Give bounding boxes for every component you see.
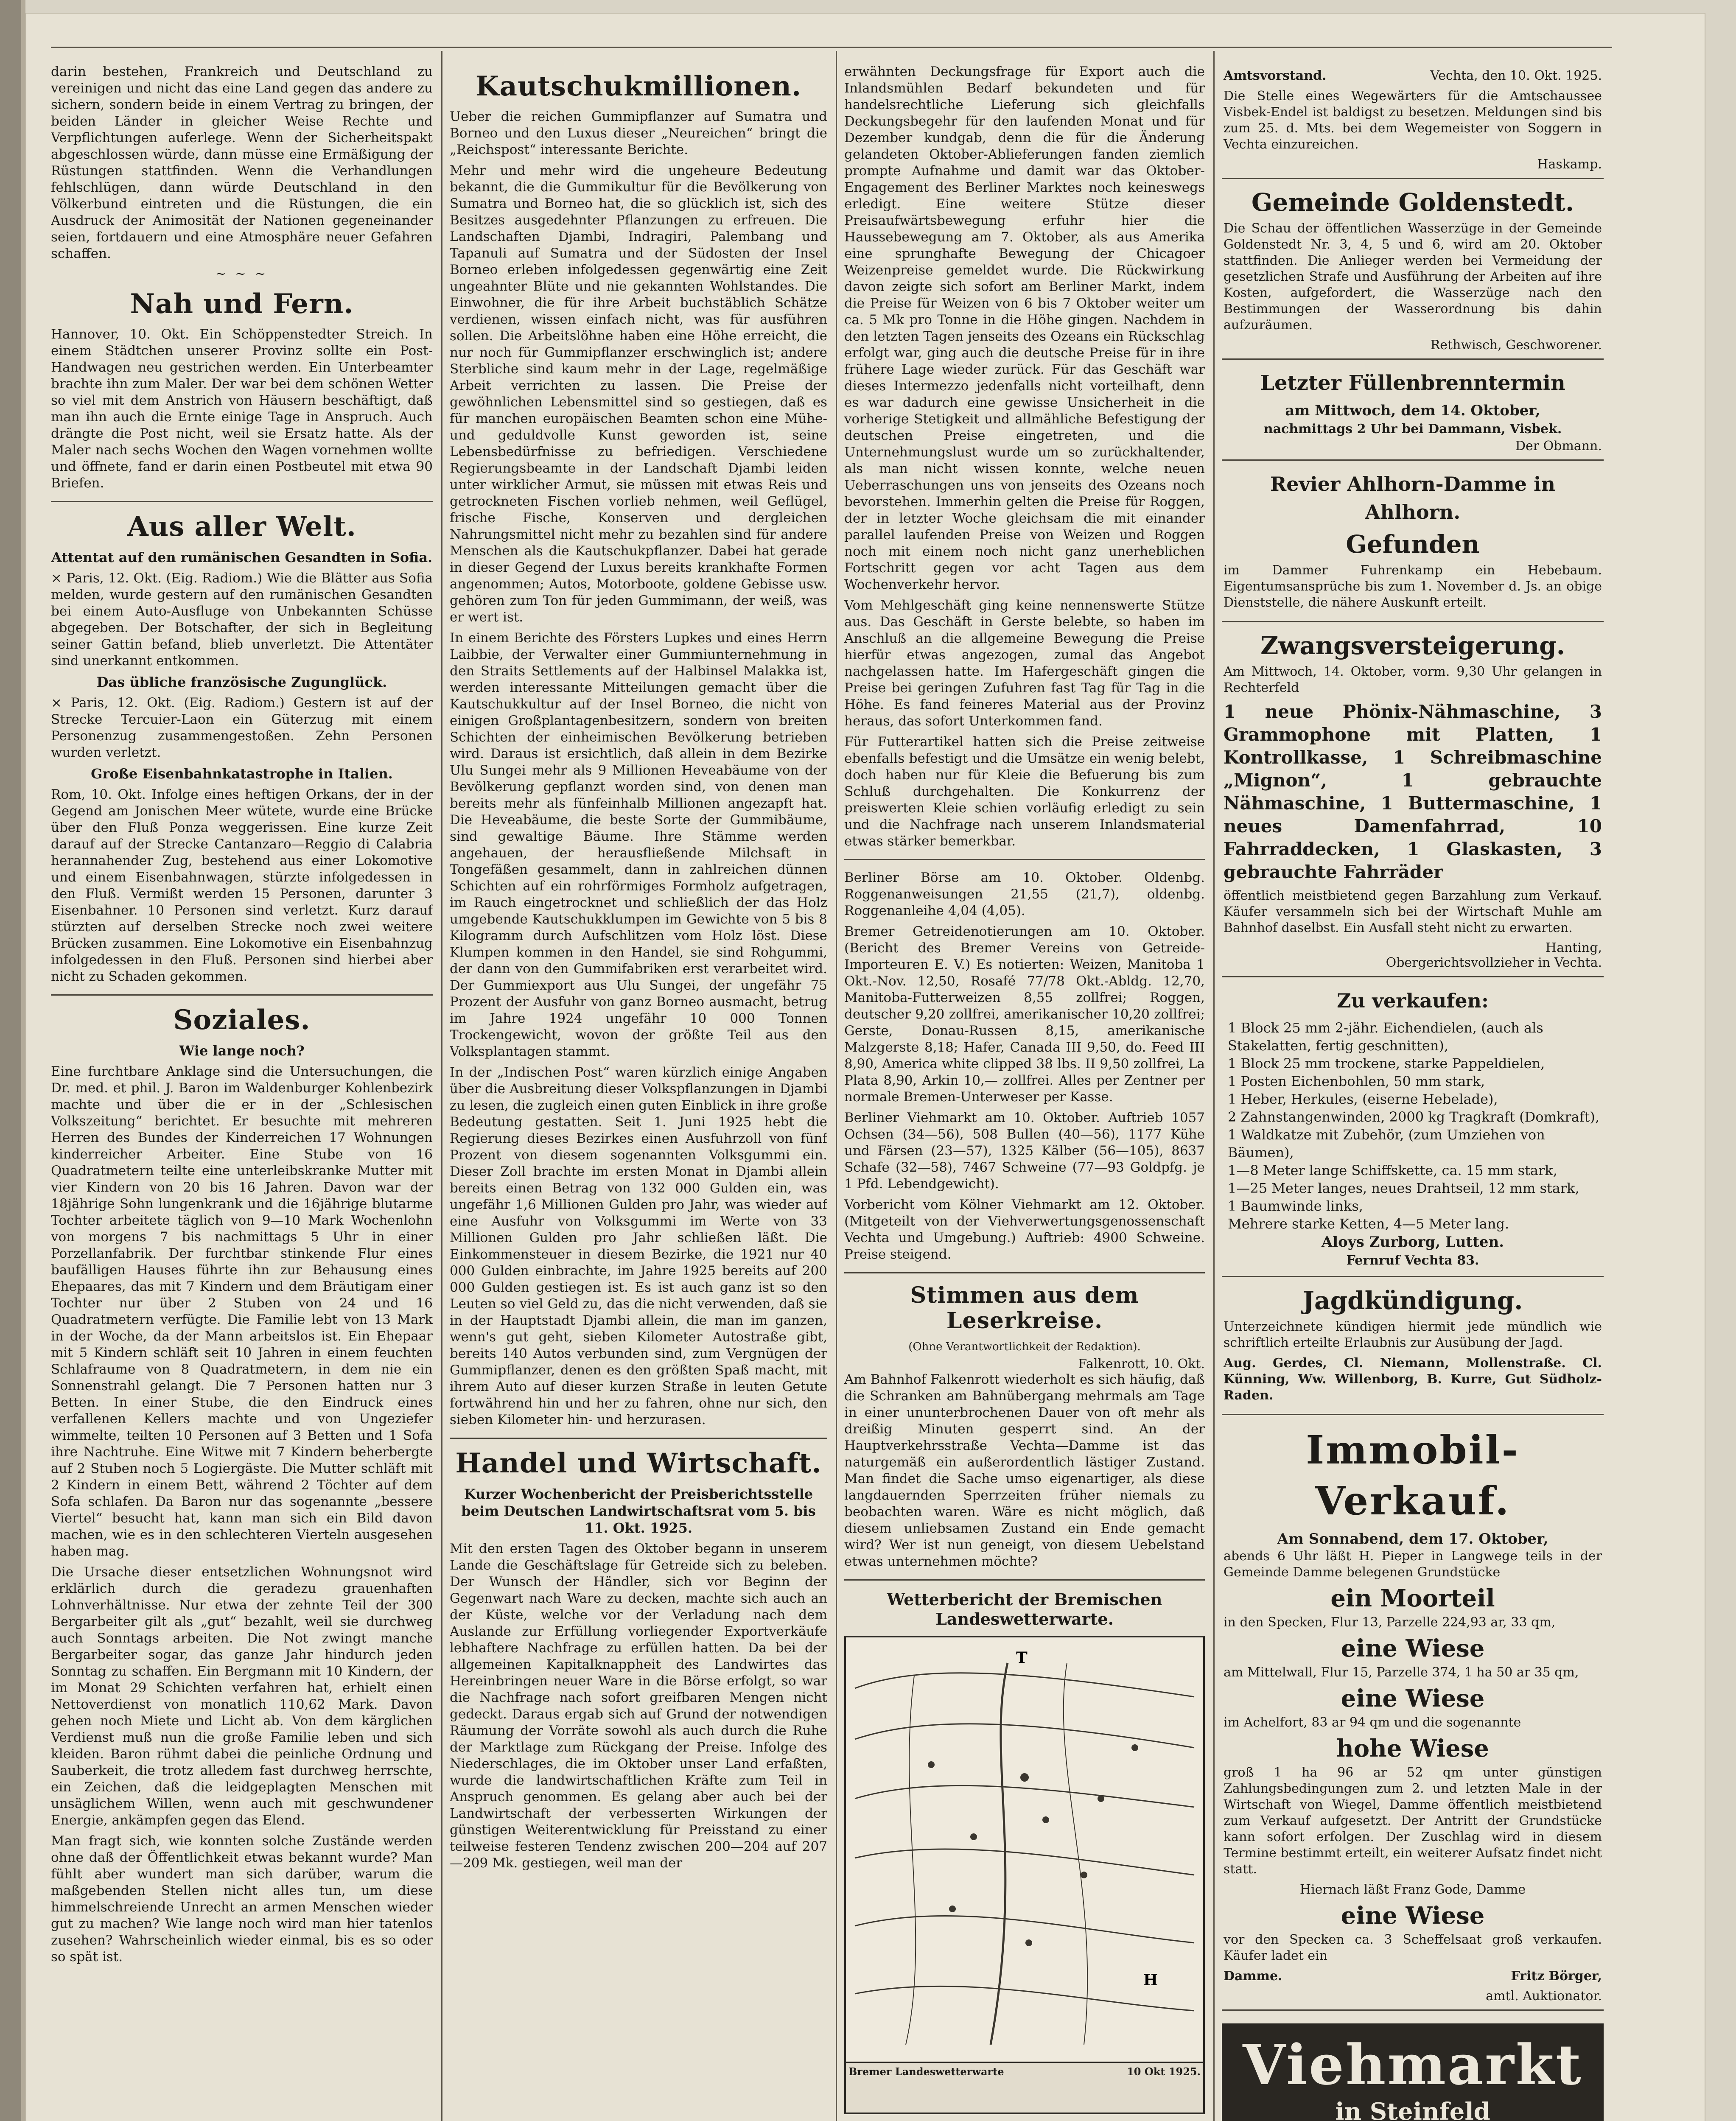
divider xyxy=(51,994,433,996)
divider xyxy=(51,501,433,502)
divider xyxy=(450,1438,827,1439)
ad-amtsvorstand xyxy=(1222,64,1604,179)
section-title-nah-und-fern: Nah und Fern. xyxy=(130,288,354,320)
ad-text: öffentlich meistbietend gegen Barzahlung zum Verkauf. Käufer versammeln sich bei der Wirtschaft Muhle am Bahnhof daselbst. Ein Ausfall steht nicht zu erwarten. xyxy=(1224,888,1602,935)
article-headline: Wie lange noch? xyxy=(179,1043,305,1059)
ad-property: eine Wiese xyxy=(1341,1902,1485,1930)
weather-map-drawing xyxy=(846,1637,1203,2057)
article-headline: Kurzer Wochenbericht der Preisberichtsstelle beim Deutschen Landwirtschaftsrat vom 5. bis 11. Okt. 1925. xyxy=(461,1486,816,1536)
ad-text: im Achelfort, 83 ar 94 qm und die sogenannte xyxy=(1224,1715,1521,1730)
ad-signature: Obergerichtsvollzieher in Vechta. xyxy=(1386,955,1602,970)
market-report: Berliner Börse am 10. Oktober. Oldenbg. Roggenanweisungen 21,55 (21,7), oldenbg. Roggenanleihe 4,04 (4,05). xyxy=(844,870,1205,918)
top-rule xyxy=(51,47,1612,48)
ad-title: Gefunden xyxy=(1346,530,1480,559)
column-3 xyxy=(844,64,1205,2121)
ad-title: Revier Ahlhorn-Damme in Ahlhorn. xyxy=(1270,473,1555,523)
weather-map xyxy=(844,1636,1205,2114)
list-item: Mehrere starke Ketten, 4—5 Meter lang. xyxy=(1228,1216,1509,1232)
ad-date: am Mittwoch, dem 14. Oktober, xyxy=(1285,402,1540,419)
ad-text: Die Stelle eines Wegewärters für die Amtschaussee Visbek-Endel ist baldigst zu besetzen. Meldungen sind bis zum 25. d. Mts. bei dem Wegemeister von Soggern in Vechta einzureichen. xyxy=(1224,89,1602,152)
article-text: Hannover, 10. Okt. Ein Schöppenstedter Streich. In einem Städtchen unserer Provinz sollte ein Post-Handwagen neu gestrichen werden. Ein Unterbeamter brachte ihn zum Maler. Der war bei dem schönen Wetter so viel mit dem Anstrich von Häusern beschäftigt, daß man ihn auch die Ernte einige Tage in Anspruch. Auch drängte die Post nicht, weil sie Ersatz hatte. Als der Maler nach sechs Wochen den Wagen vornehmen wollte und öffnete, fand er darin einen Postbeutel mit etwa 90 Briefen. xyxy=(51,327,433,491)
ad-item-list xyxy=(1224,1019,1602,1233)
column-rule xyxy=(441,51,442,2121)
ad-signature: Der Obmann. xyxy=(1515,439,1602,453)
ad-text: in den Specken, Flur 13, Parzelle 224,93 ar, 33 qm, xyxy=(1224,1615,1556,1630)
ad-immobil-verkauf xyxy=(1222,1418,1604,2011)
column-2 xyxy=(450,64,827,2121)
ad-dateline: Vechta, den 10. Okt. 1925. xyxy=(1430,68,1602,83)
ad-revier-gefunden xyxy=(1222,463,1604,622)
list-item: 1 Block 25 mm 2-jähr. Eichendielen, (auch als Stakelatten, fertig geschnitten), xyxy=(1228,1020,1543,1054)
ad-text: Die Schau der öffentlichen Wasserzüge in der Gemeinde Goldenstedt Nr. 3, 4, 5 und 6, wird am 20. Oktober stattfinden. Die Anlieger werden bei Vermeidung der gesetzlichen Strafe und Ausführung der Arbeiten auf ihre Kosten, aufgefordert, die Wasserzüge nach den Bestimmungen der Wasserordnung bis dahin aufzuräumen. xyxy=(1224,221,1602,333)
market-report: Vorbericht vom Kölner Viehmarkt am 12. Oktober. (Mitgeteilt von der Viehverwertungsgenossenschaft Vechta und Umgebung.) Auftrieb: 4900 Schweine. Preise steigend. xyxy=(844,1197,1205,1262)
column-rule xyxy=(836,51,837,2121)
article-text: Für Futterartikel hatten sich die Preise zeitweise ebenfalls befestigt und die Umsätze ein wenig belebt, doch haben nur für Kleie die Befuerung bis zum Schluß durchgehalten. Die Konkurrenz der preiswerten Kleie schien vorläufig erledigt zu sein und die Nachfrage nach unserem Inlandsmaterial etwas stärker bemerkbar. xyxy=(844,734,1205,849)
ad-text: am Mittelwall, Flur 15, Parzelle 374, 1 ha 50 ar 35 qm, xyxy=(1224,1665,1579,1680)
market-report: Bremer Getreidenotierungen am 10. Oktober. (Bericht des Bremer Vereins von Getreide-Importeuren E. V.) Es notierten: Weizen, Manitoba 1 Okt.-Nov. 12,50, Rosafé 77/78 Okt.-Abldg. 12,70, Manitoba-Futterweizen 8,55 zollfrei; Roggen, deutscher 9,20 zollfrei, amerikanischer 10,20 zollfrei; Gerste, Donau-Russen 8,15, amerikanische Malzgerste 8,18; Hafer, Canada III 9,50, do. Feed III 8,90, America white clipped 38 lbs. II 9,50 zollfrei, La Plata 8,90, Arkin 10,— zollfrei. Alles per Zentner per normale Bremen-Unterweser per Kasse. xyxy=(844,924,1205,1105)
ad-property: eine Wiese xyxy=(1341,1634,1485,1662)
ad-heading: Amtsvorstand. xyxy=(1224,68,1327,83)
list-item: 1 Waldkatze mit Zubehör, (zum Umziehen von Bäumen), xyxy=(1228,1127,1545,1161)
ad-zu-verkaufen xyxy=(1222,980,1604,1277)
ad-signature: Rethwisch, Geschworener. xyxy=(1430,338,1602,353)
ad-gemeinde-goldenstedt xyxy=(1222,182,1604,360)
ad-signature: Fritz Börger, xyxy=(1511,1969,1602,1984)
map-label-tief: T xyxy=(1016,1649,1028,1667)
ad-time: nachmittags 2 Uhr bei Dammann, Visbek. xyxy=(1263,422,1562,437)
divider: ~ ~ ~ xyxy=(215,266,269,281)
article-text: Eine furchtbare Anklage sind die Untersuchungen, die Dr. med. et phil. J. Baron im Waldenburger Kohlenbezirk machte und über die er in der „Schlesischen Volkszeitung“ berichtet. Er besuchte mit mehreren Herren des Bundes der Kinderreichen 17 Wohnungen kinderreicher Arbeiter. Eine Stube von 16 Quadratmetern teilte eine unterleibskranke Mutter mit vier Kindern von 20 bis 16 Jahren. Davon war der 18jährige Sohn lungenkrank und die 16jährige blutarme Tochter arbeitete täglich von 9—10 Mark Wochenlohn von morgens 7 bis nachmittags 5 Uhr in einer Porzellanfabrik. Der furchtbar stinkende Flur eines baufälligen Hauses führte ihn zur Behausung eines Ehepaares, das mit 7 Kindern und dem Bräutigam einer Tochter nur über 2 Stuben von 24 und 16 Quadratmetern verfügte. Die Familie lebt von 13 Mark in der Woche, da der Mann arbeitslos ist. Ein Ehepaar mit 5 Kindern schläft seit 10 Jahren in einem feuchten Schlafraume von 8 Quadratmetern, in dem nie ein Sonnenstrahl gelangt. Die 7 Personen hatten nur 3 Betten. In einer Stube, die den Eindruck eines verfallenen Kellers machte und von Ungeziefer wimmelte, teilten 10 Personen auf 3 Betten und 1 Sofa ihre Nachtruhe. Eine Witwe mit 7 Kindern beherbergte auf 2 Stuben noch 5 Logiergäste. Die Mutter schläft mit 2 Kindern in einem Bett, während 2 Töchter auf dem Sofa schlafen. Da Baron nur das sogenannte „bessere Viertel“ besucht hat, kann man sich ein Bild davon machen, wie es in den schlechteren Vierteln ausgesehen haben mag. xyxy=(51,1064,433,1559)
article-text: Ueber die reichen Gummipflanzer auf Sumatra und Borneo und den Luxus dieser „Neureichen“ bringt die „Reichspost“ interessante Berichte. xyxy=(450,109,827,157)
map-label-hoch: H xyxy=(1143,1971,1158,1989)
article-intro: darin bestehen, Frankreich und Deutschland zu vereinigen und nicht das eine Land gegen das andere zu sichern, sondern beide in einem Vertrag zu bringen, der beiden Länder in gleicher Weise Rechte und Verpflichtungen auferlege. Wenn der Sicherheitspakt abgeschlossen würde, dann müsse eine Ermäßigung der Rüstungen stattfinden. Wenn die Verhandlungen fehlschlügen, dann würde Deutschland in den Völkerbund eintreten und die Rüstungen, die ein Ausdruck der Animosität der Nationen gegeneinander seien, fortdauern und eine Atmosphäre neuer Gefahren schaffen. xyxy=(51,64,433,261)
article-text: Rom, 10. Okt. Infolge eines heftigen Orkans, der in der Gegend am Jonischen Meer wütete, wurde eine Brücke über den Fluß Ponza weggerissen. Eine kurze Zeit darauf auf der Strecke Cantanzaro—Reggio di Calabria herannahender Zug, bestehend aus einer Lokomotive und einem Eisenbahnwagen, stürzte infolgedessen in den Fluß. Vermißt werden 15 Personen, darunter 3 Eisenbahner. 10 Personen sind verletzt. Kurz darauf stürzten auf derselben Strecke noch zwei weitere Brücken zusammen. Eine Lokomotive ein Eisenbahnzug infolgedessen in den Fluß. Personen sind hierbei aber nicht zu Schaden gekommen. xyxy=(51,787,433,984)
ad-signature: Aloys Zurborg, Lutten. xyxy=(1321,1234,1504,1251)
ad-title: Jagdkündigung. xyxy=(1302,1286,1523,1315)
article-text: × Paris, 12. Okt. (Eig. Radiom.) Wie die Blätter aus Sofia melden, wurde gestern auf den rumänischen Gesandten bei einem Auto-Ausfluge von Unbekannten Schüsse abgegeben. Der Botschafter, der sich in Begleitung seiner Gattin befand, blieb unverletzt. Die Attentäter sind unerkannt entkommen. xyxy=(51,571,433,669)
ad-jagdkuendigung xyxy=(1222,1280,1604,1415)
article-text: erwähnten Deckungsfrage für Export auch die Inlandsmühlen Bedarf bekundeten und für handelsrechtliche Lieferung sich gleichfalls Deckungsbegehr für den laufenden Monat und für Dezember kundgab, denn die für die Änderung gelandeten Oktober-Ablieferungen fanden ziemlich prompte Aufnahme und damit war das Oktober-Engagement des Berliner Marktes noch keineswegs erledigt. Eine weitere Stütze dieser Preisaufwärtsbewegung erfuhr hier die Haussebewegung am 7. Oktober, als aus Amerika eine sprunghafte Bewegung der Chicagoer Weizenpreise gemeldet wurde. Die Rückwirkung davon zeigte sich sofort am Berliner Markt, indem die Preise für Weizen von 6 bis 7 Oktober weiter um ca. 5 Mk pro Tonne in die Höhe gingen. Nachdem in den letzten Tagen jenseits des Ozeans ein Rückschlag erfolgt war, ging auch die deutsche Preise für in ihre frühere Lage wieder zurück. Für das Geschäft war dieses Intermezzo jedenfalls nicht vorteilhaft, denn es war dadurch eine gewisse Unsicherheit in die vorherige Stetigkeit und allmähliche Befestigung der deutschen Preise eingetreten, und die Unternehmungslust wurde um so zurückhaltender, als man nicht wissen konnte, welche neuen Ueberraschungen uns von jenseits des Ozeans noch bevorstehen. Immerhin gelten die Preise für Roggen, der in letzter Woche gleichsam die mit einander parallel laufenden Preise von Weizen und Roggen noch mit einem noch nicht ganz unerheblichen Fortschritt gegen vor acht Tagen aus dem Wochenverkehr hervor. xyxy=(844,64,1205,592)
ad-text: Unterzeichnete kündigen hiermit jede mündlich wie schriftlich erteilte Erlaubnis zur Ausübung der Jagd. xyxy=(1224,1319,1602,1350)
divider xyxy=(844,859,1205,860)
book-spine xyxy=(0,0,25,2121)
ad-place: in Steinfeld xyxy=(1335,2098,1490,2121)
ad-text: im Dammer Fuhrenkamp ein Hebebaum. Eigentumsansprüche bis zum 1. November d. Js. an obige Dienststelle, die nähere Auskunft erteilt. xyxy=(1224,563,1602,610)
article-headline: Große Eisenbahnkatastrophe in Italien. xyxy=(91,766,393,782)
ad-signature: Fernruf Vechta 83. xyxy=(1346,1253,1479,1268)
ad-property: ein Moorteil xyxy=(1330,1584,1495,1612)
list-item: 1 Baumwinde links, xyxy=(1228,1198,1363,1214)
column-rule xyxy=(1213,51,1215,2121)
article-text: Mit den ersten Tagen des Oktober begann in unserem Lande die Geschäftslage für Getreide sich zu beleben. Der Wunsch der Händler, sich vor Beginn der Gegenwart nach Ware zu decken, machte sich auch an der Küste, welche vor der Verladung nach dem Auslande zur Erfüllung vorliegender Exportverkäufe lebhaftere Nachfrage zu erfüllen hatten. Da bei der allgemeinen Kapitalknappheit des Landwirtes das Hereinbringen neuer Ware in die Börse erfolgt, so war die Nachfrage nach sofort greifbaren Mengen nicht gedeckt. Daraus ergab sich auf Grund der notwendigen Räumung der Vorräte sowohl als auch durch die Ruhe der Marktlage zum Rückgang der Preise. Infolge des Niederschlages, die im Oktober unser Land erfaßten, wurde die landwirtschaftlichen Kräfte zum Teil in Anspruch genommen. Es gelang aber auch bei der Landwirtschaft der verbesserten Wirkungen der günstigen Weiterentwicklung für Preisstand zu einer teilweise festeren Tendenz zwischen 200—204 auf 207—209 Mk. gestiegen, weil man der xyxy=(450,1541,827,1871)
ad-text: Hiernach läßt Franz Gode, Damme xyxy=(1299,1882,1526,1897)
article-text: Man fragt sich, wie konnten solche Zustände werden ohne daß der Öffentlichkeit etwas bekannt wurde? Man fühlt aber wundert man sich darüber, warum die maßgebenden Stellen nicht alles tun, um diese himmelschreiende Unrecht an armen Menschen wieder gut zu machen? Wie lange noch wird man hier tatenlos zusehen? Wahrscheinlich wieder einmal, bis es so oder so spät ist. xyxy=(51,1833,433,1964)
article-text: Vom Mehlgeschäft ging keine nennenswerte Stütze aus. Das Geschäft in Gerste belebte, so haben im Anschluß an die allgemeine Bewegung die Preise hierfür etwas angezogen, zumal das Angebot nachgelassen hatte. Im Hafergeschäft gingen die Preise bei geringen Zufuhren fast Tag für Tag in die Höhe. Es fand feineres Material aus der Provinz heraus, das sofort Unterkommen fand. xyxy=(844,598,1205,729)
article-text: Mehr und mehr wird die ungeheure Bedeutung bekannt, die die Gummikultur für die Bevölkerung von Sumatra und Borneo hat, die so glücklich ist, sich des Besitzes ausgedehnter Pflanzungen zu erfreuen. Die Landschaften Djambi, Indragiri, Palembang und Tapanuli auf Sumatra und der Südosten der Insel Borneo erleben infolgedessen gegenwärtig eine Zeit ungeahnter Blüte und nie gekannten Wohlstandes. Die Einwohner, die für ihre Arbeit buchstäblich Schätze verdienen, wissen einfach nicht, was für ausführen sollen. Die Arbeitslöhne haben eine Höhe erreicht, die nur noch für Gummipflanzer erschwinglich ist; andere Sterbliche sind kaum mehr in der Lage, regelmäßige Arbeit verrichten zu lassen. Die Preise der gewöhnlichen Lebensmittel sind so gestiegen, daß es für manchen europäischen Beamten schon eine Mühe- und geduldvolle Kunst geworden ist, seine Lebensbedürfnisse zu befriedigen. Verschiedene Regierungsbeamte in der Landschaft Djambi leiden unter wirklicher Armut, sie müssen mit etwas Reis und getrockneten Fischen vorlieb nehmen, weil Geflügel, frische Fische, Konserven und dergleichen Nahrungsmittel nicht mehr zu bezahlen sind für andere Menschen als die Kautschukpflanzer. Dabei hat gerade in dieser Gegend der Luxus bereits krankhafte Formen angenommen; Autos, Motorboote, goldene Gebisse usw. gehören zum Ton für jeden Gummimann, der weiß, was er wert ist. xyxy=(450,163,827,625)
article-text: Die Ursache dieser entsetzlichen Wohnungsnot wird erklärlich durch die geradezu grauenhaften Lohnverhältnisse. Nur etwa der zehnte Teil der 300 Bergarbeiter gilt als „gut“ bezahlt, weil sie durchweg auch Sonntags arbeiten. Die Not zwingt manche Bergarbeiter sogar, das ganze Jahr hindurch jeden Sonntag zu schaffen. Ein Bergmann mit 10 Kindern, der im Monat 29 Schichten verfahren hat, erhielt einen Nettoverdienst von monatlich 110,62 Mark. Davon gehen noch Miete und Licht ab. Von dem kärglichen Verdienst muß nun die große Familie leben und sich kleiden. Baron rühmt dabei die peinliche Ordnung und Sauberkeit, die trotz alledem fast durchweg herrschte, ein Zeichen, daß die leidgeplagten Menschen mit unsäglichem Willen, wenn auch mit geschwundener Energie, ankämpfen gegen das Elend. xyxy=(51,1564,433,1828)
ad-title: Gemeinde Goldenstedt. xyxy=(1251,188,1574,217)
market-report: Berliner Viehmarkt am 10. Oktober. Auftrieb 1057 Ochsen (34—56), 508 Bullen (40—56), 1177 Kühe und Färsen (23—57), 1325 Kälber (56—105), 8637 Schafe (32—58), 7467 Schweine (77—93 Goldpfg. je 1 Pfd. Lebendgewicht). xyxy=(844,1110,1205,1192)
ad-place: Damme. xyxy=(1224,1969,1282,1984)
article-text: × Paris, 12. Okt. (Eig. Radiom.) Gestern ist auf der Strecke Tercuier-Laon ein Güterzug mit einem Personenzug zusammengestoßen. Zehn Personen wurden verletzt. xyxy=(51,695,433,760)
list-item: 2 Zahnstangenwinden, 2000 kg Tragkraft (Domkraft), xyxy=(1228,1109,1600,1125)
section-title-kautschukmillionen: Kautschukmillionen. xyxy=(475,70,802,102)
article-headline: Das übliche französische Zugunglück. xyxy=(96,674,387,690)
list-item: 1—25 Meter langes, neues Drahtseil, 12 mm stark, xyxy=(1228,1180,1579,1196)
ad-title: Viehmarkt xyxy=(1243,2032,1583,2097)
dateline: Falkenrott, 10. Okt. xyxy=(1078,1357,1205,1371)
list-item: 1 Heber, Herkules, (eiserne Hebelade), xyxy=(1228,1091,1498,1107)
ad-item-list: 1 neue Phönix-Nähmaschine, 3 Grammophone mit Platten, 1 Kontrollkasse, 1 Schreibmaschine „Mignon“, 1 gebrauchte Nähmaschine, 1 Buttermaschine, 1 neues Damenfahrrad, 10 Fahrraddecken, 1 Glaskasten, 3 gebrauchte Fahrräder xyxy=(1224,701,1602,882)
ad-title: Letzter Füllenbrenntermin xyxy=(1260,371,1565,395)
section-title-soziales: Soziales. xyxy=(173,1004,311,1036)
ad-signature: Haskamp. xyxy=(1537,157,1602,172)
divider xyxy=(844,1272,1205,1273)
article-text: In der „Indischen Post“ waren kürzlich einige Angaben über die Ausbreitung dieser Volkspflanzungen in Djambi zu lesen, die zugleich einen guten Einblick in ihre große Bedeutung gestatten. Seit 1. Juni 1925 hebt die Regierung dieses Bezirkes einen Ausfuhrzoll von fünf Prozent von diesem sogenannten Volksgummi ein. Dieser Zoll brachte im ersten Monat in Djambi allein bereits einen Betrag von 132 000 Gulden ein, was ungefähr 1,6 Millionen Gulden pro Jahr, was wieder auf eine Ausfuhr von Volksgummi im Werte von 33 Millionen Gulden pro Jahr schließen läßt. Die Einkommensteuer in diesem Bezirke, die 1921 nur 40 000 Gulden einbrachte, im Jahre 1925 bereits auf 200 000 Gulden gestiegen ist. Es ist auch ganz ist so den Leuten so viel Geld zu, das die nicht verwenden, daß sie in der Hauptstadt Djambi allein, die man im ganzen, wenn's gut geht, sieben Kilometer Autostraße gibt, bereits 140 Autos verbunden sind, zum Vergnügen der Gummipflanzer, denen es den größten Spaß macht, mit ihrem Auto auf dieser kurzen Straße in leuten Getute fortwährend hin und her zu fahren, ohne nur sich, den sieben Kilometer hin- und herzurasen. xyxy=(450,1065,827,1427)
ad-viehmarkt xyxy=(1222,2023,1604,2121)
ad-date: Am Sonnabend, dem 17. Oktober, xyxy=(1277,1531,1548,1547)
ad-fuellenbrenntermin xyxy=(1222,362,1604,461)
divider xyxy=(844,1579,1205,1581)
column-4-ads xyxy=(1222,64,1604,2121)
ad-zwangsversteigerung xyxy=(1222,625,1604,977)
article-headline: Attentat auf den rumänischen Gesandten in Sofia. xyxy=(51,549,433,565)
ad-title: Zwangsversteigerung. xyxy=(1260,631,1565,660)
ad-text: abends 6 Uhr läßt H. Pieper in Langwege teils in der Gemeinde Damme belegenen Grundstücke xyxy=(1224,1549,1602,1580)
section-title-wetterbericht: Wetterbericht der Bremischen Landeswetterwarte. xyxy=(887,1590,1162,1629)
ad-signature: Aug. Gerdes, Cl. Niemann, Mollenstraße. Cl. Künning, Ww. Willenborg, B. Kurre, Gut Südholz-Raden. xyxy=(1224,1356,1602,1403)
ad-signature: Hanting, xyxy=(1545,940,1602,955)
ad-title: Zu verkaufen: xyxy=(1337,989,1489,1012)
section-title-aus-aller-welt: Aus aller Welt. xyxy=(127,511,356,543)
ad-signature: amtl. Auktionator. xyxy=(1486,1989,1602,2003)
ad-property: eine Wiese xyxy=(1341,1684,1485,1712)
ad-text: vor den Specken ca. 3 Scheffelsaat groß verkaufen. Käufer ladet ein xyxy=(1224,1932,1602,1963)
map-caption-date: 10 Okt 1925. xyxy=(1127,2065,1201,2078)
article-text: Am Bahnhof Falkenrott wiederholt es sich häufig, daß die Schranken am Bahnübergang mehrmals am Tage in einer ununterbrochenen Dauer von oft mehr als dreißig Minuten gesperrt sind. An der Hauptverkehrsstraße Vechta—Damme ist das naturgemäß ein außerordentlich lästiger Zustand. Man findet die Sache umso eigenartiger, als diese langdauernden Sperrzeiten früher niemals zu beobachten waren. Wäre es nicht möglich, daß diesem unliebsamen Zustand ein Ende gemacht wird? Wer ist nun geneigt, von diesem Uebelstand etwas unternehmen möchte? xyxy=(844,1372,1205,1569)
ad-property: hohe Wiese xyxy=(1336,1735,1489,1763)
ad-text: groß 1 ha 96 ar 52 qm unter günstigen Zahlungsbedingungen zum 2. und letzten Male in der Wirtschaft von Wiegel, Damme öffentlich meistbietend zum Verkauf aufgesetzt. Der Antritt der Grundstücke kann sofort erfolgen. Der Zuschlag wird in diesem Termine bestimmt erteilt, ein weiterer Aufsatz findet nicht statt. xyxy=(1224,1765,1602,1877)
list-item: 1 Posten Eichenbohlen, 50 mm stark, xyxy=(1228,1073,1485,1089)
list-item: 1—8 Meter lange Schiffskette, ca. 15 mm stark, xyxy=(1228,1162,1557,1178)
column-1 xyxy=(51,64,433,2121)
map-caption-title: Bremer Landeswetterwarte xyxy=(848,2065,1004,2078)
ad-title: Immobil-Verkauf. xyxy=(1306,1427,1520,1524)
section-title-handel: Handel und Wirtschaft. xyxy=(455,1447,822,1479)
article-text: In einem Berichte des Försters Lupkes und eines Herrn Laibbie, der Verwalter einer Gummiunternehmung in den Straits Settlements auf der Halbinsel Malakka ist, werden interessante Mitteilungen gemacht über die Kautschukkultur auf der Insel Borneo, die nicht von einigen Großplantagenbesitzern, sondern von breiten Schichten der einheimischen Bevölkerung betrieben wird. Daraus ist ersichtlich, daß allein in dem Bezirke Ulu Sungei mehr als 9 Millionen Heveabäume von der Bevölkerung gepflanzt worden sind, von denen man bereits mehr als fünfeinhalb Millionen angezapft hat. Die Heveabäume, die beste Sorte der Gummibäume, sind gewaltige Bäume. Ihre Stämme werden angehauen, der herausfließende Milchsaft in Tongefäßen gesammelt, dann in zahlreichen dünnen Schichten auf ein rohrförmiges Formholz aufgetragen, im Rauch eingetrocknet und schließlich der das Holz umgebende Kautschukklumpen im Gewichte von 5 bis 8 Kilogramm durch Aufschlitzen vom Holz löst. Diese Klumpen kommen in den Handel, sie sind Rohgummi, der dann von den Gummifabriken erst verarbeitet wird. Der Gummiexport aus Ulu Sungei, der ungefähr 75 Prozent der Ausfuhr von ganz Borneo ausmacht, betrug im Jahre 1924 ungefähr 10 000 Tonnen Trockengewicht, wovon der größte Teil aus den Volksplantagen stammt. xyxy=(450,630,827,1059)
list-item: 1 Block 25 mm trockene, starke Pappeldielen, xyxy=(1228,1055,1545,1072)
editorial-note: (Ohne Verantwortlichkeit der Redaktion). xyxy=(908,1340,1141,1353)
weather-map-legend xyxy=(846,2062,1203,2113)
ad-text: Am Mittwoch, 14. Oktober, vorm. 9,30 Uhr gelangen in Rechterfeld xyxy=(1224,664,1602,695)
section-title-stimmen: Stimmen aus dem Leserkreise. xyxy=(910,1282,1139,1334)
